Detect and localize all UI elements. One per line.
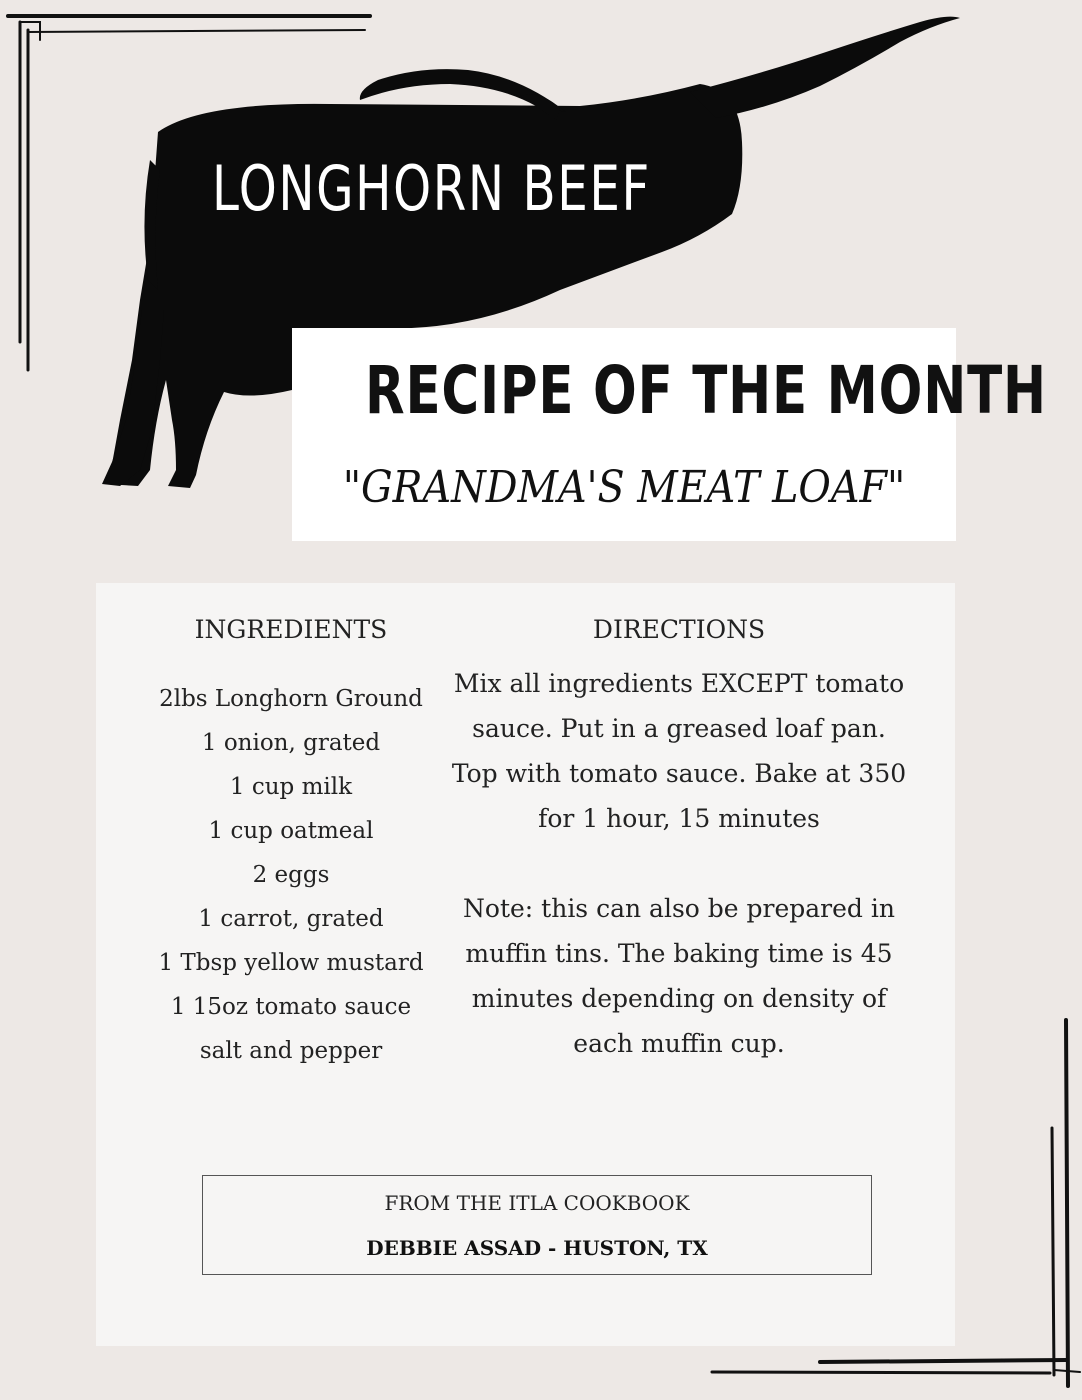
ingredient-item: 1 onion, grated	[201, 730, 381, 756]
title-box	[292, 328, 1047, 541]
ingredient-item: 1 cup oatmeal	[208, 818, 374, 844]
directions-text	[446, 661, 912, 1066]
ingredient-item: 2lbs Longhorn Ground	[159, 686, 423, 712]
recipe-author: DEBBIE ASSAD - HUSTON, TX	[366, 1236, 708, 1260]
directions-note: Note: this can also be prepared in muffin tins. The baking time is 45 minutes depending on density of each muffin cup.	[463, 894, 895, 1058]
brand-title: LONGHORN BEEF	[212, 152, 651, 225]
ingredients-heading: INGREDIENTS	[194, 615, 388, 644]
source-box	[202, 1175, 872, 1275]
recipe-name: "GRANDMA'S MEAT LOAF"	[342, 462, 906, 513]
ingredient-item: 1 cup milk	[229, 774, 353, 800]
ingredients-list	[146, 677, 436, 1073]
directions-heading: DIRECTIONS	[592, 615, 766, 644]
ingredient-item: 1 Tbsp yellow mustard	[158, 950, 424, 976]
ingredient-item: 2 eggs	[252, 862, 330, 888]
recipe-card	[96, 583, 955, 1346]
ingredient-item: 1 carrot, grated	[198, 906, 384, 932]
directions-steps: Mix all ingredients EXCEPT tomato sauce. Put in a greased loaf pan. Top with tomato sauce. Bake at 350 for 1 hour, 15 minutes	[451, 669, 907, 833]
ingredient-item: salt and pepper	[199, 1038, 383, 1064]
recipe-of-month-heading: RECIPE OF THE MONTH	[365, 352, 1047, 429]
ingredient-item: 1 15oz tomato sauce	[170, 994, 412, 1020]
cookbook-source: FROM THE ITLA COOKBOOK	[384, 1191, 690, 1215]
